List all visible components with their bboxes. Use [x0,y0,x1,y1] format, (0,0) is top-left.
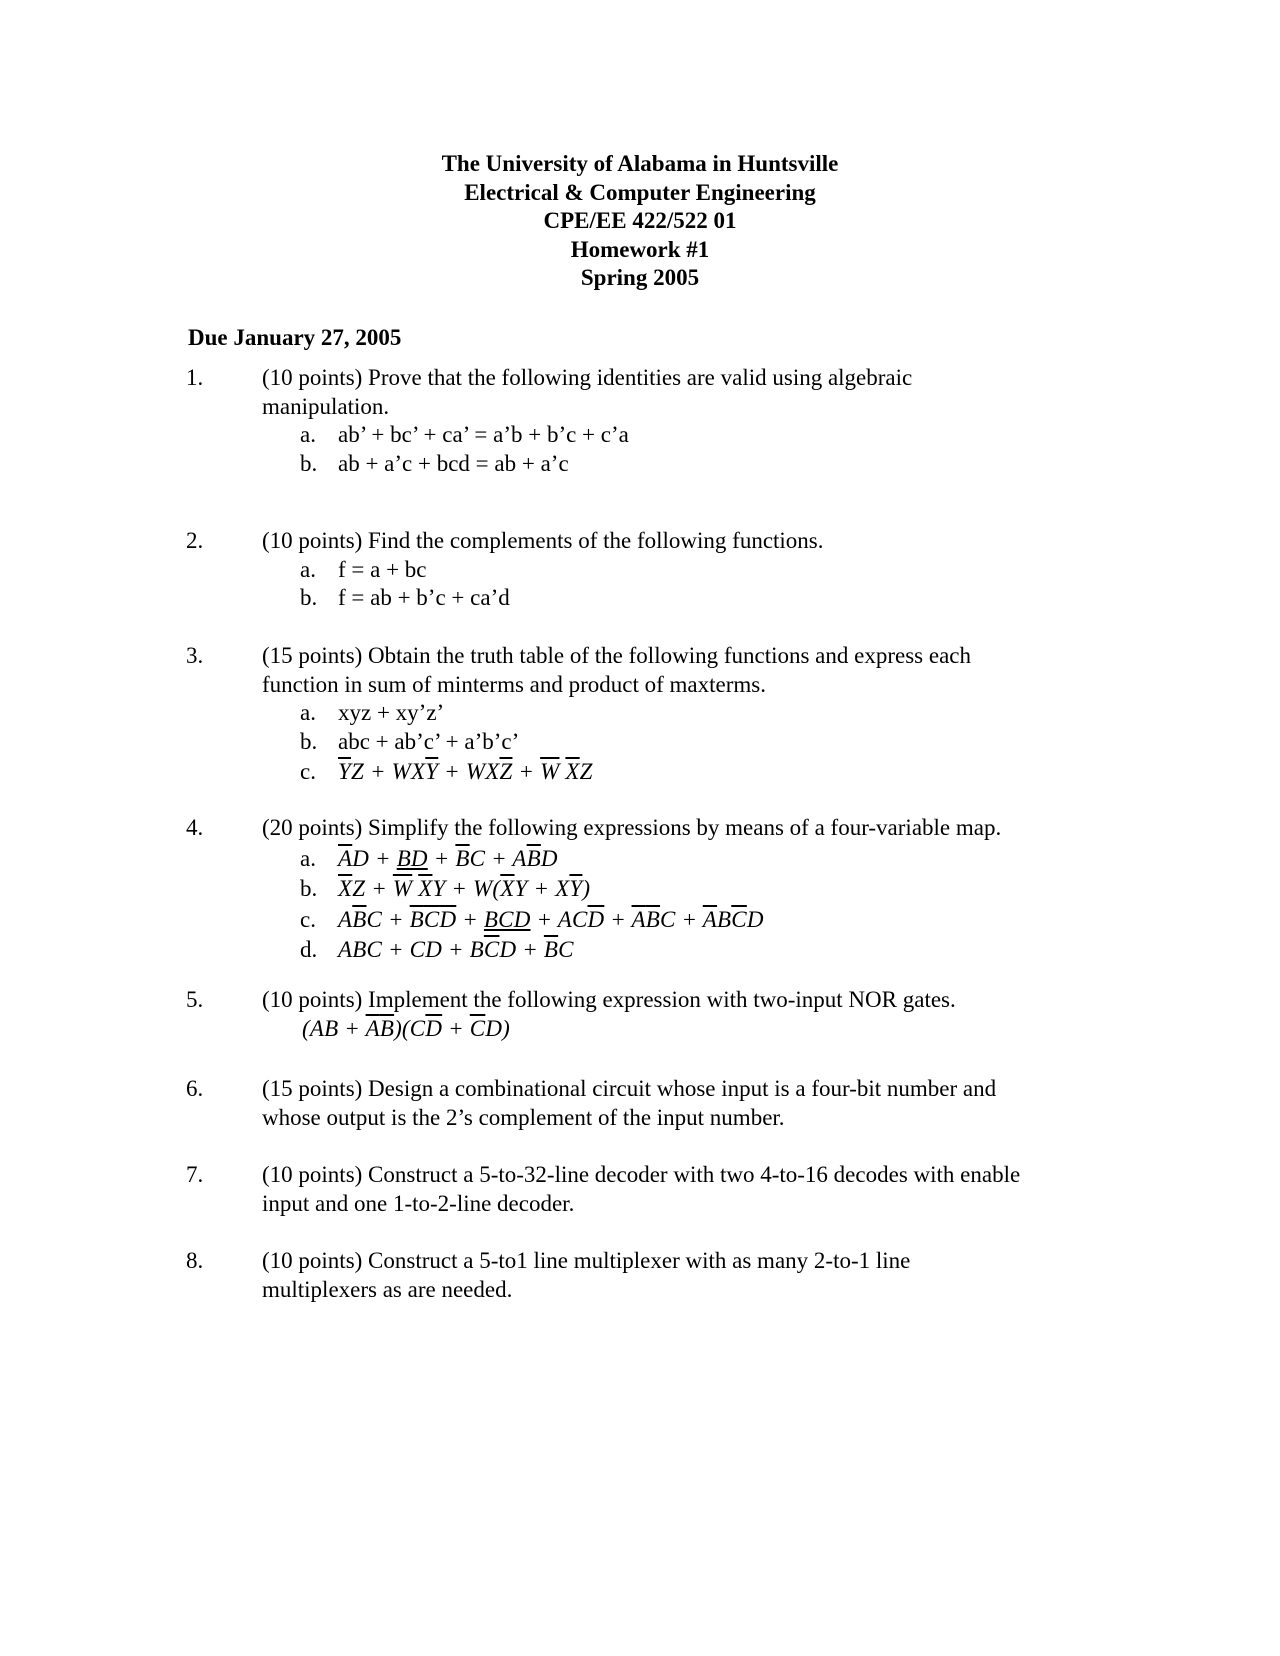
course-code: CPE/EE 422/522 01 [543,208,737,234]
problem-number: 3. [186,643,204,668]
math-term: $\overline{X}$ [338,876,353,902]
problem-text: multiplexers as are needed. [262,1276,513,1302]
problem-number: 2. [186,528,204,553]
math-term: $\overline{D}$ [425,1015,443,1041]
department-name: Electrical & Computer Engineering [464,179,816,205]
math-term: D [746,906,764,932]
math-term: $\overline{Y}$ [338,759,351,785]
math-term: $\overline{X}$ [500,876,515,902]
math-term: $\overline{B}$ [379,1015,395,1041]
subproblem-expression [338,758,593,787]
subproblem-expression: xyz + xy’z’ [338,700,445,726]
math-term: $\overline{X}$ [418,876,433,902]
problem-number: 1. [186,365,204,390]
math-term: C [558,937,574,963]
problem-number: 5. [186,987,204,1012]
math-term: Y + W( [432,876,501,902]
university-name: The University of Alabama in Huntsville [441,151,839,176]
subproblem-label: a. [300,556,316,582]
math-term: $\overline{X}$ [565,759,580,785]
problem-body [262,364,1122,478]
math-term: + [442,1015,470,1041]
subproblem-d [262,936,1122,965]
subproblem-label: b. [300,450,318,476]
subproblem-c [262,758,1122,787]
problem-text: manipulation. [262,393,390,419]
math-term: $\overline{C}$ [483,937,500,963]
math-term: $\overline{W}$ [392,876,413,902]
math-term: C + A [469,845,527,871]
problem-text: (10 points) Construct a 5-to-32-line decoder with two 4-to-16 decodes with enable [262,1162,1021,1187]
problem-text: (10 points) Implement the following expression with two-input NOR gates. [262,987,956,1012]
problem-body [262,1247,1122,1304]
subproblem-expression: ab + a’c + bcd = ab + a’c [338,450,569,476]
math-term: + [456,906,484,932]
math-term: ABC + CD + B [338,937,484,963]
math-term: $\overline{C}$ [469,1015,486,1041]
math-term: $\overline{D}$ [587,906,605,932]
math-term: BD [396,845,428,871]
problem-text: input and one 1-to-2-line decoder. [262,1190,575,1216]
math-term: )(C [394,1015,426,1041]
subproblem-label: a. [300,700,316,726]
subproblem-b [262,875,1122,904]
math-term: $\overline{B}$ [645,906,661,932]
semester: Spring 2005 [580,265,700,291]
subproblem-label: b. [300,728,318,754]
problem-body [262,527,1122,613]
math-term: $\overline{Y}$ [425,759,439,785]
problem-body [262,986,1122,1043]
subproblem-expression [338,845,558,874]
subproblem-label: c. [300,906,316,932]
math-term: + WX [438,759,500,785]
subproblem-b [262,450,1122,479]
problem-number: 8. [186,1248,204,1273]
math-term: $\overline{Y}$ [569,876,583,902]
problem-text: (20 points) Simplify the following expressions by means of a four-variable map. [262,815,1002,840]
subproblem-expression [338,936,574,965]
math-term: D + [352,845,397,871]
subproblem-expression: abc + ab’c’ + a’b’c’ [338,728,520,754]
math-term: $\overline{A}$ [702,906,718,932]
math-term: A [338,906,353,932]
subproblem-expression: ab’ + bc’ + ca’ = a’b + b’c + c’a [338,422,629,448]
math-term: (AB + [302,1015,366,1041]
math-term: $\overline{A}$ [365,1015,380,1041]
math-term: BCD [483,906,531,932]
subproblem-a [262,556,1122,585]
problem-number: 6. [186,1076,204,1101]
subproblem-label: d. [300,937,318,963]
subproblem-expression: f = ab + b’c + ca’d [338,585,510,611]
subproblem-expression [338,906,764,935]
problem-text: whose output is the 2’s complement of the input number. [262,1104,785,1130]
subproblem-a [262,421,1122,450]
subproblem-a [262,845,1122,874]
math-term: D + [499,937,544,963]
math-term: $\overline{W}$ [540,759,560,785]
math-term: + AC [530,906,588,932]
math-term: Z [579,759,593,785]
problem-text: (10 points) Construct a 5-to1 line multiplexer with as many 2-to-1 line [262,1248,911,1273]
math-term: $\overline{B}$ [352,906,367,932]
math-term: $\overline{A}$ [631,906,646,932]
math-term: $\overline{C}$ [731,906,747,932]
math-term: Z + WX [351,759,426,785]
problem-body [262,642,1122,787]
math-term: ) [582,876,591,902]
math-term: Z + [352,876,393,902]
subproblem-label: b. [300,876,318,902]
problem-number: 7. [186,1162,204,1187]
math-term: D [540,845,558,871]
nor-expression [262,1015,1122,1044]
math-term: $\overline{B}$ [409,906,424,932]
problem-number: 4. [186,815,204,840]
math-term: + [427,845,456,871]
math-term: $\overline{B}$ [526,845,541,871]
math-term: B [717,906,732,932]
math-term: + [604,906,632,932]
subproblem-label: a. [300,422,316,448]
math-term: Y + X [514,876,570,902]
due-date: Due January 27, 2005 [188,325,402,350]
problem-body [262,1161,1122,1218]
math-term: $\overline{C}$ [423,906,440,932]
math-term: $\overline{Z}$ [499,759,513,785]
problem-body [262,814,1122,965]
math-term: + [512,759,541,785]
document-header [0,150,1280,293]
subproblem-expression: f = a + bc [338,556,427,582]
math-term: $\overline{B}$ [455,845,470,871]
math-term: C + [660,906,703,932]
assignment-title: Homework #1 [570,236,710,262]
subproblem-label: b. [300,585,318,611]
subproblem-expression [338,875,590,904]
subproblem-c [262,906,1122,935]
problem-text: (10 points) Find the complements of the following functions. [262,528,824,553]
problem-text: (10 points) Prove that the following identities are valid using algebraic [262,365,913,390]
subproblem-a [262,699,1122,728]
math-term: C + [366,906,410,932]
subproblem-b [262,584,1122,613]
math-term: $\overline{B}$ [543,937,559,963]
math-term: $\overline{D}$ [439,906,457,932]
subproblem-label: c. [300,759,316,785]
problem-text: function in sum of minterms and product of maxterms. [262,671,766,697]
math-term: $\overline{A}$ [338,845,353,871]
problem-body [262,1075,1122,1132]
problem-text: (15 points) Obtain the truth table of the following functions and express each [262,643,971,668]
problem-text: (15 points) Design a combinational circuit whose input is a four-bit number and [262,1076,997,1101]
math-term: D) [485,1015,510,1041]
subproblem-label: a. [300,845,316,871]
subproblem-b [262,728,1122,757]
